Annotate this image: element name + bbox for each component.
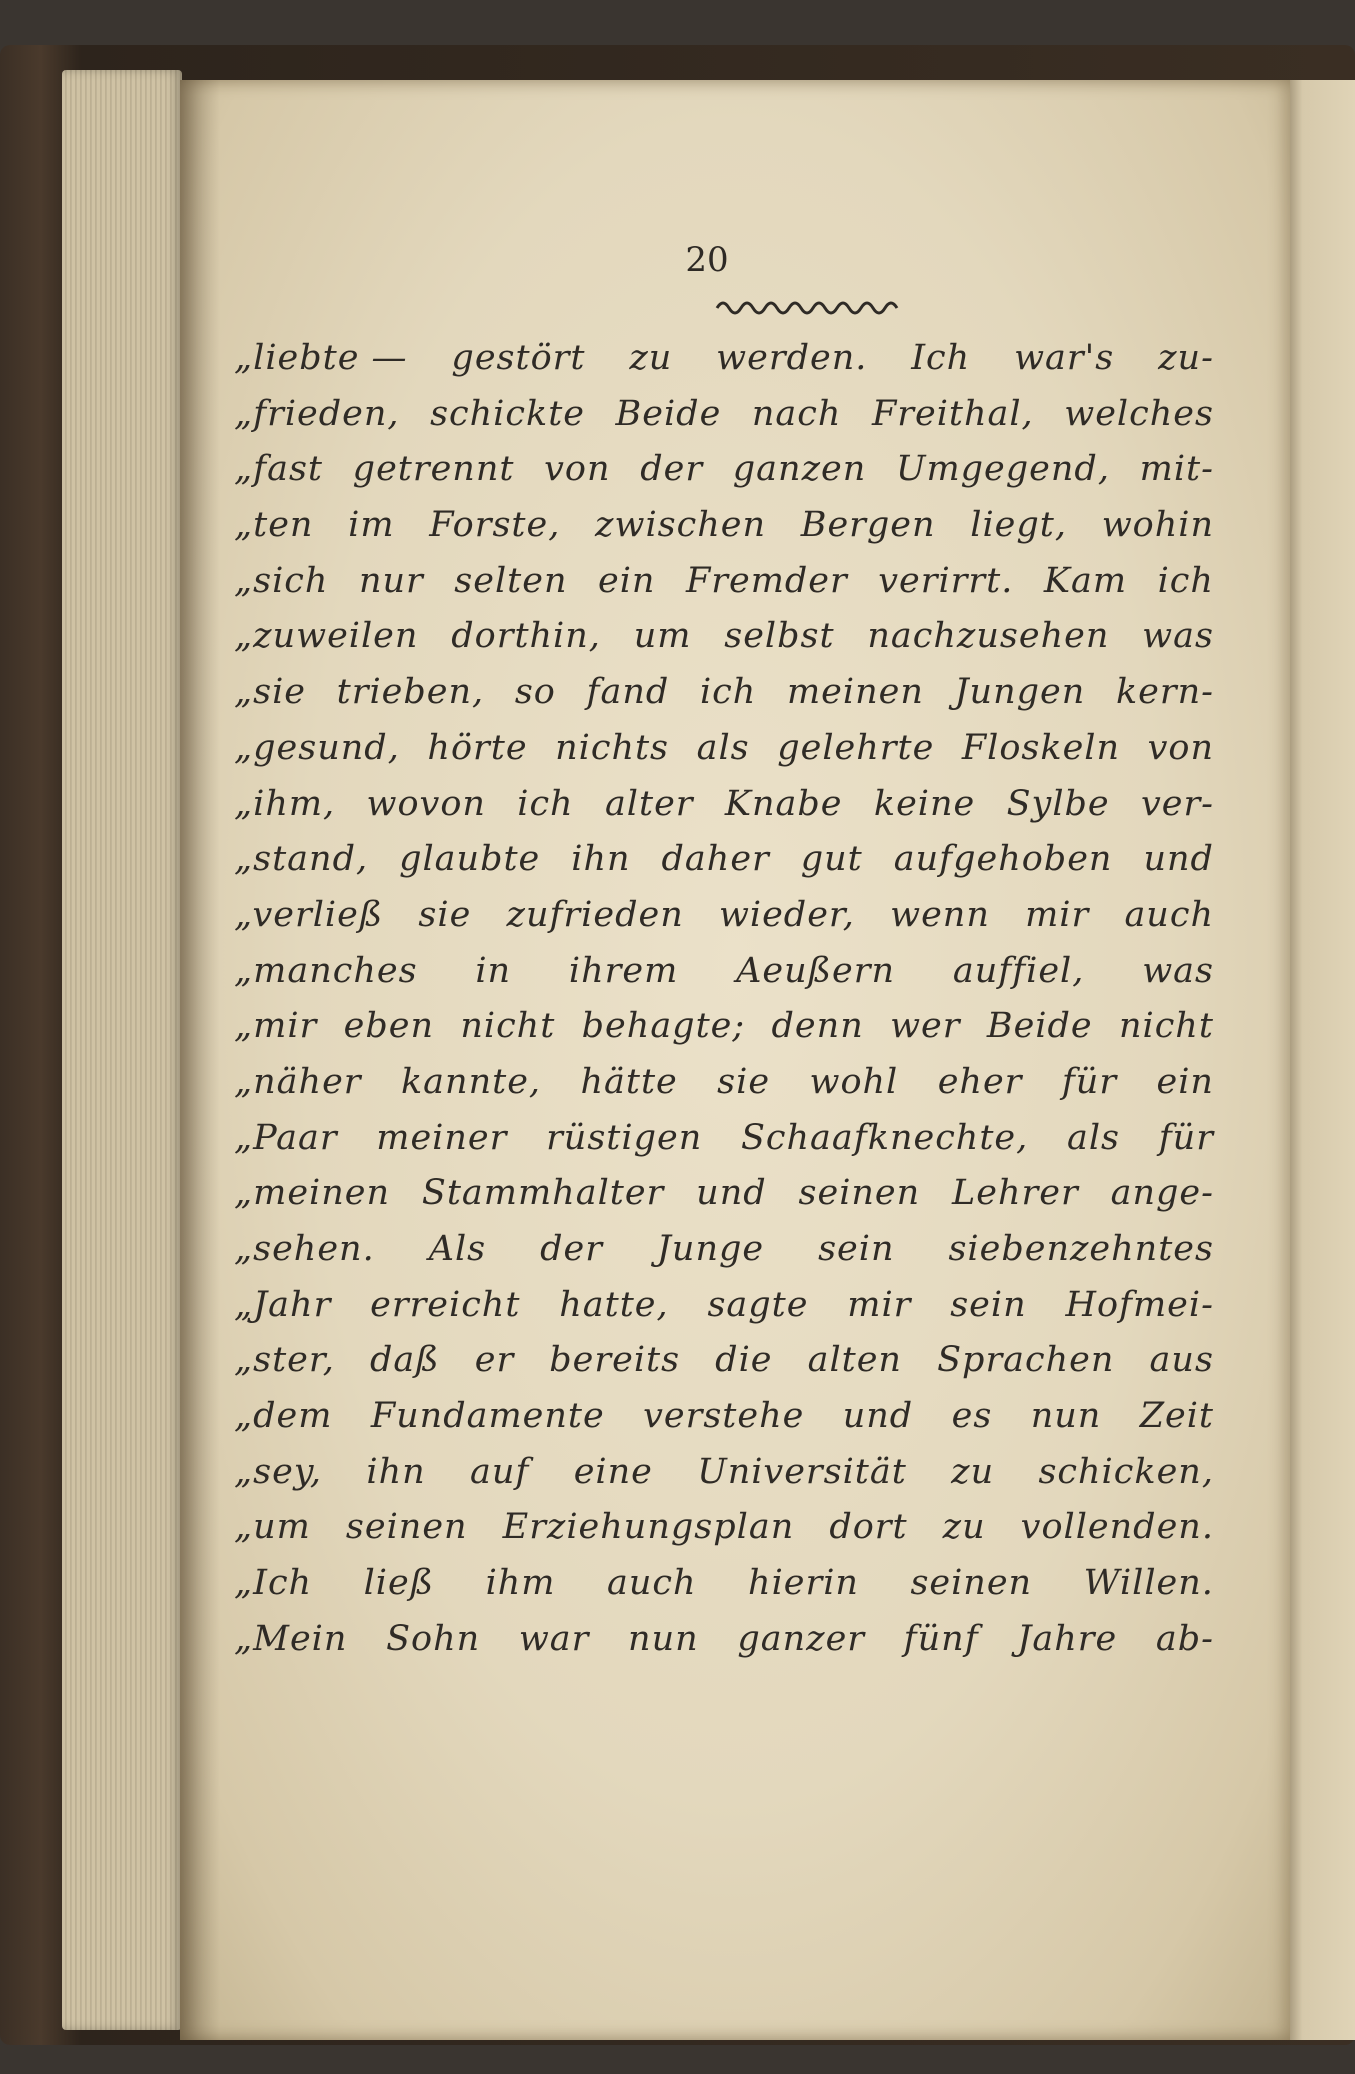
word: er: [474, 1340, 515, 1381]
word: Hofmei-: [1065, 1284, 1214, 1325]
word: ich: [699, 672, 757, 713]
word: meiner: [376, 1117, 508, 1158]
word: „manches: [234, 950, 418, 991]
word: Aeußern: [736, 950, 896, 991]
word: wenn: [890, 894, 990, 935]
word: Jahre: [1017, 1618, 1118, 1659]
word: es: [951, 1396, 993, 1437]
word: meinen: [786, 672, 924, 713]
word: „gesund,: [234, 727, 400, 768]
word: „sey,: [234, 1451, 323, 1492]
word: zu: [629, 338, 673, 378]
word: Forste,: [429, 505, 561, 546]
text-line: [234, 839, 1214, 895]
word: „fast: [234, 449, 323, 490]
word: wieder,: [718, 894, 855, 935]
word: ich: [517, 783, 574, 824]
word: als: [1066, 1117, 1120, 1158]
text-line: [234, 784, 1214, 840]
word: behagte;: [581, 1006, 746, 1047]
text-line: [234, 1396, 1214, 1452]
facing-page-edge: [1285, 80, 1355, 2040]
word: trieben,: [336, 672, 485, 713]
word: schickte: [430, 393, 585, 434]
word: „um: [234, 1507, 311, 1548]
word: hatte,: [559, 1284, 669, 1325]
word: Umgegend,: [895, 449, 1110, 490]
word: in: [475, 950, 512, 991]
word: Freithal,: [871, 393, 1034, 434]
word: „näher: [234, 1061, 362, 1102]
word: bereits: [549, 1340, 681, 1381]
word: Fremder: [685, 560, 848, 601]
word: Kam: [1043, 560, 1128, 601]
word: nur: [358, 560, 424, 601]
word: dort: [829, 1507, 908, 1548]
text-line: [234, 895, 1214, 951]
word: kannte,: [400, 1061, 542, 1102]
word: „ster,: [234, 1340, 335, 1381]
word: und: [696, 1173, 767, 1214]
text-line: [234, 1173, 1214, 1229]
word: daher: [661, 839, 770, 880]
word: Universität: [697, 1451, 907, 1492]
word: nun: [1030, 1396, 1102, 1437]
word: seinen: [798, 1173, 921, 1214]
word: ein: [598, 560, 656, 601]
word: verstehe: [643, 1396, 805, 1437]
word: „meinen: [234, 1173, 391, 1214]
text-line: [234, 1006, 1214, 1062]
text-line: [234, 1452, 1214, 1508]
word: „sie: [234, 672, 307, 713]
word: Floskeln: [961, 727, 1121, 768]
word: Knabe: [724, 783, 843, 824]
word: zu: [942, 1507, 986, 1548]
word: mir: [847, 1284, 912, 1325]
text-line: [234, 1507, 1214, 1563]
word: und: [842, 1396, 914, 1437]
word: auf: [470, 1451, 530, 1492]
word: wohl: [809, 1061, 899, 1102]
word: ganzer: [737, 1618, 866, 1659]
word: so: [514, 672, 556, 713]
word: wovon: [366, 783, 486, 824]
word: sein: [818, 1229, 895, 1269]
body-text: [234, 338, 1214, 1675]
word: dorthin,: [451, 616, 601, 657]
page-number: 20: [685, 240, 729, 280]
word: zu-: [1158, 338, 1214, 378]
word: mit-: [1139, 449, 1214, 490]
word: alter: [604, 783, 694, 824]
word: kern-: [1115, 672, 1214, 713]
word: Zeit: [1139, 1396, 1214, 1437]
word: „Mein: [234, 1618, 348, 1659]
word: ließ: [363, 1563, 435, 1604]
word: selbst: [724, 616, 835, 657]
word: werden.: [716, 338, 868, 378]
word: Stammhalter: [421, 1173, 665, 1214]
word: siebenzehntes: [948, 1229, 1214, 1269]
word: ihm: [485, 1563, 556, 1604]
word: seinen: [910, 1563, 1033, 1604]
word: „ten: [234, 505, 314, 546]
word: was: [1142, 616, 1214, 657]
word: liegt,: [970, 505, 1067, 546]
word: der: [640, 449, 704, 490]
word: war: [518, 1618, 590, 1659]
word: denn: [771, 1006, 864, 1047]
text-line: [234, 1229, 1214, 1285]
word: eher: [937, 1061, 1023, 1102]
word: gut: [800, 839, 863, 880]
word: sie: [418, 894, 472, 935]
text-line: [234, 1619, 1214, 1675]
word: Jungen: [954, 672, 1086, 713]
word: keine: [873, 783, 976, 824]
word: Bergen: [800, 505, 936, 546]
word: „sich: [234, 560, 329, 601]
word: hörte: [427, 727, 528, 768]
word: ein: [1156, 1061, 1214, 1102]
text-line: [234, 1062, 1214, 1118]
word: um: [633, 616, 692, 657]
word: auch: [606, 1563, 697, 1604]
word: fünf: [903, 1618, 979, 1659]
word: eine: [573, 1451, 653, 1492]
text-line: [234, 951, 1214, 1007]
word: seinen: [345, 1507, 468, 1548]
word: Beide: [615, 393, 722, 434]
text-line: [234, 672, 1214, 728]
word: ihrem: [568, 950, 679, 991]
word: für: [1061, 1061, 1118, 1102]
word: sagte: [707, 1284, 809, 1325]
text-line: [234, 449, 1214, 505]
word: Fundamente: [370, 1396, 605, 1437]
word: schicken,: [1038, 1451, 1214, 1492]
word: gestört: [451, 338, 586, 378]
word: „stand,: [234, 839, 369, 880]
word: sie: [717, 1061, 771, 1102]
word: daß: [369, 1340, 440, 1381]
word: zu: [951, 1451, 995, 1492]
word: „Jahr: [234, 1284, 332, 1325]
wavy-ornament: [715, 294, 905, 318]
word: zufrieden: [506, 894, 684, 935]
word: Ich: [911, 338, 971, 378]
word: vollenden.: [1020, 1507, 1214, 1548]
word: war's: [1014, 338, 1115, 378]
word: fand: [586, 672, 670, 713]
word: aufgehoben: [893, 839, 1113, 880]
word: ich: [1157, 560, 1214, 601]
word: „zuweilen: [234, 616, 419, 657]
text-line: [234, 616, 1214, 672]
word: von: [544, 449, 611, 490]
word: nach: [751, 393, 842, 434]
word: ihn: [571, 839, 631, 880]
word: „mir: [234, 1006, 318, 1047]
word: „Paar: [234, 1117, 338, 1158]
text-line: [234, 394, 1214, 450]
word: „frieden,: [234, 393, 400, 434]
text-line: [234, 728, 1214, 784]
word: Junge: [656, 1229, 765, 1269]
text-line: [234, 338, 1214, 394]
word: was: [1142, 950, 1214, 991]
word: wohin: [1101, 505, 1214, 546]
word: nicht: [1118, 1006, 1214, 1047]
word: wer: [890, 1006, 961, 1047]
word: hierin: [748, 1563, 859, 1604]
word: ab-: [1155, 1618, 1214, 1659]
text-line: [234, 505, 1214, 561]
word: gelehrte: [777, 727, 935, 768]
text-line: [234, 1563, 1214, 1619]
word: „ihm,: [234, 783, 336, 824]
word: zwischen: [595, 505, 766, 546]
word: der: [540, 1229, 603, 1269]
word: verirrt.: [878, 560, 1014, 601]
word: Als: [428, 1229, 487, 1269]
spine-shadow: [180, 80, 220, 2040]
word: „Ich: [234, 1563, 313, 1604]
word: getrennt: [352, 449, 515, 490]
book-page: [180, 80, 1290, 2040]
word: auch: [1124, 894, 1214, 935]
word: Beide: [986, 1006, 1093, 1047]
word: Willen.: [1083, 1563, 1214, 1604]
word: Sprachen: [937, 1340, 1115, 1381]
text-line: [234, 1285, 1214, 1341]
word: ganzen: [732, 449, 867, 490]
word: nichts: [555, 727, 670, 768]
word: Sylbe: [1006, 783, 1110, 824]
word: eben: [343, 1006, 434, 1047]
word: im: [348, 505, 395, 546]
word: welches: [1064, 393, 1214, 434]
word: nicht: [460, 1006, 556, 1047]
word: ihn: [366, 1451, 426, 1492]
page-edges: [62, 70, 182, 2030]
word: mir: [1025, 894, 1090, 935]
word: nun: [628, 1618, 699, 1659]
word: alten: [807, 1340, 902, 1381]
word: nachzusehen: [867, 616, 1110, 657]
word: Schaafknechte,: [740, 1117, 1029, 1158]
word: „dem: [234, 1396, 333, 1437]
word: als: [696, 727, 750, 768]
text-line: [234, 1340, 1214, 1396]
word: ange-: [1110, 1173, 1214, 1214]
word: „liebte —: [234, 338, 408, 378]
word: Lehrer: [952, 1173, 1079, 1214]
word: von: [1147, 727, 1214, 768]
word: aus: [1149, 1340, 1214, 1381]
word: ver-: [1140, 783, 1214, 824]
word: Erziehungsplan: [502, 1507, 795, 1548]
word: „sehen.: [234, 1229, 375, 1269]
word: erreicht: [370, 1284, 521, 1325]
word: die: [715, 1340, 773, 1381]
text-line: [234, 561, 1214, 617]
word: und: [1143, 839, 1214, 880]
word: für: [1158, 1117, 1214, 1158]
word: hätte: [580, 1061, 678, 1102]
word: sein: [950, 1284, 1027, 1325]
word: Sohn: [386, 1618, 481, 1659]
text-line: [234, 1118, 1214, 1174]
word: auffiel,: [952, 950, 1085, 991]
word: glaubte: [399, 839, 541, 880]
word: „verließ: [234, 894, 384, 935]
word: selten: [454, 560, 568, 601]
word: rüstigen: [546, 1117, 703, 1158]
